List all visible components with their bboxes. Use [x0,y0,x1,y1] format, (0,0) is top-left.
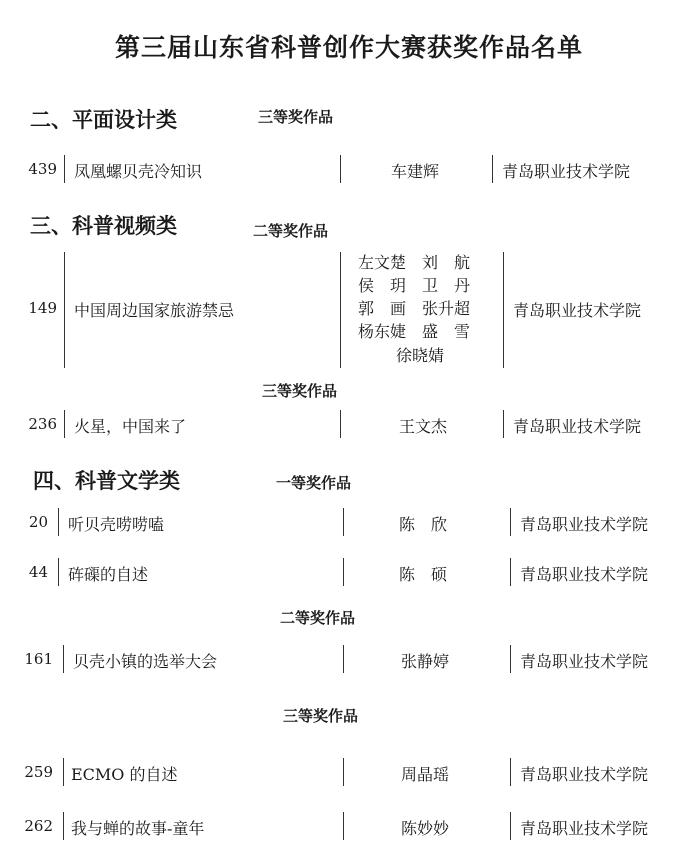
column-divider [343,758,344,786]
unit-name: 青岛职业技术学院 [520,652,649,671]
column-divider [58,558,59,586]
prize-heading: 三等奖作品 [262,382,338,400]
unit-name: 青岛职业技术学院 [520,765,649,784]
column-divider [503,410,504,438]
column-divider [64,252,65,368]
column-divider [343,558,344,586]
author-name: 郭 画 张升超 [358,299,471,318]
entry-number: 161 [24,650,53,668]
category-heading-literature: 四、科普文学类 [33,468,180,493]
column-divider [63,645,64,673]
entry-number: 149 [28,299,57,317]
entry-number: 259 [24,763,53,781]
author-name: 车建辉 [390,162,439,181]
work-title: 火星，中国来了 [74,417,187,436]
column-divider [343,508,344,536]
column-divider [510,645,511,673]
column-divider [510,558,511,586]
category-heading-video: 三、科普视频类 [30,213,177,238]
column-divider [492,155,493,183]
entry-number: 44 [28,563,48,581]
author-name: 侯 玥 卫 丹 [358,276,471,295]
work-title: 贝壳小镇的选举大会 [73,652,218,671]
column-divider [63,758,64,786]
author-name: 左文楚 刘 航 [358,253,471,272]
author-name: 陈 硕 [398,565,447,584]
unit-name: 青岛职业技术学院 [520,565,649,584]
prize-heading: 二等奖作品 [253,222,329,240]
category-heading-graphic-design: 二、平面设计类 [30,107,177,132]
column-divider [58,508,59,536]
unit-name: 青岛职业技术学院 [520,819,649,838]
author-name: 张静婷 [400,652,449,671]
prize-heading: 二等奖作品 [280,609,356,627]
column-divider [510,508,511,536]
author-name: 周晶瑶 [400,765,449,784]
column-divider [340,410,341,438]
author-name: 陈妙妙 [400,819,449,838]
unit-name: 青岛职业技术学院 [502,162,631,181]
column-divider [63,812,64,840]
work-title: 凤凰螺贝壳冷知识 [74,162,203,181]
column-divider [510,812,511,840]
work-title: 砗磲的自述 [68,565,149,584]
column-divider [343,812,344,840]
author-name: 王文杰 [398,417,447,436]
work-title: 听贝壳唠唠嗑 [68,515,165,534]
entry-number: 20 [28,513,48,531]
unit-name: 青岛职业技术学院 [520,515,649,534]
column-divider [340,252,341,368]
column-divider [503,252,504,368]
author-name: 徐晓婧 [396,346,445,365]
column-divider [64,410,65,438]
page-title: 第三届山东省科普创作大赛获奖作品名单 [114,33,583,62]
prize-heading: 三等奖作品 [283,707,359,725]
column-divider [64,155,65,183]
entry-number: 439 [28,160,57,178]
unit-name: 青岛职业技术学院 [513,417,642,436]
column-divider [343,645,344,673]
author-name: 陈 欣 [398,515,447,534]
work-title: 我与蝉的故事-童年 [71,819,205,838]
entry-number: 262 [24,817,53,835]
prize-heading: 一等奖作品 [276,474,352,492]
author-name: 杨东婕 盛 雪 [358,322,471,341]
column-divider [510,758,511,786]
entry-number: 236 [28,415,57,433]
work-title: ECMO 的自述 [71,765,178,784]
unit-name: 青岛职业技术学院 [513,301,642,320]
work-title: 中国周边国家旅游禁忌 [74,301,235,320]
prize-heading: 三等奖作品 [258,108,334,126]
